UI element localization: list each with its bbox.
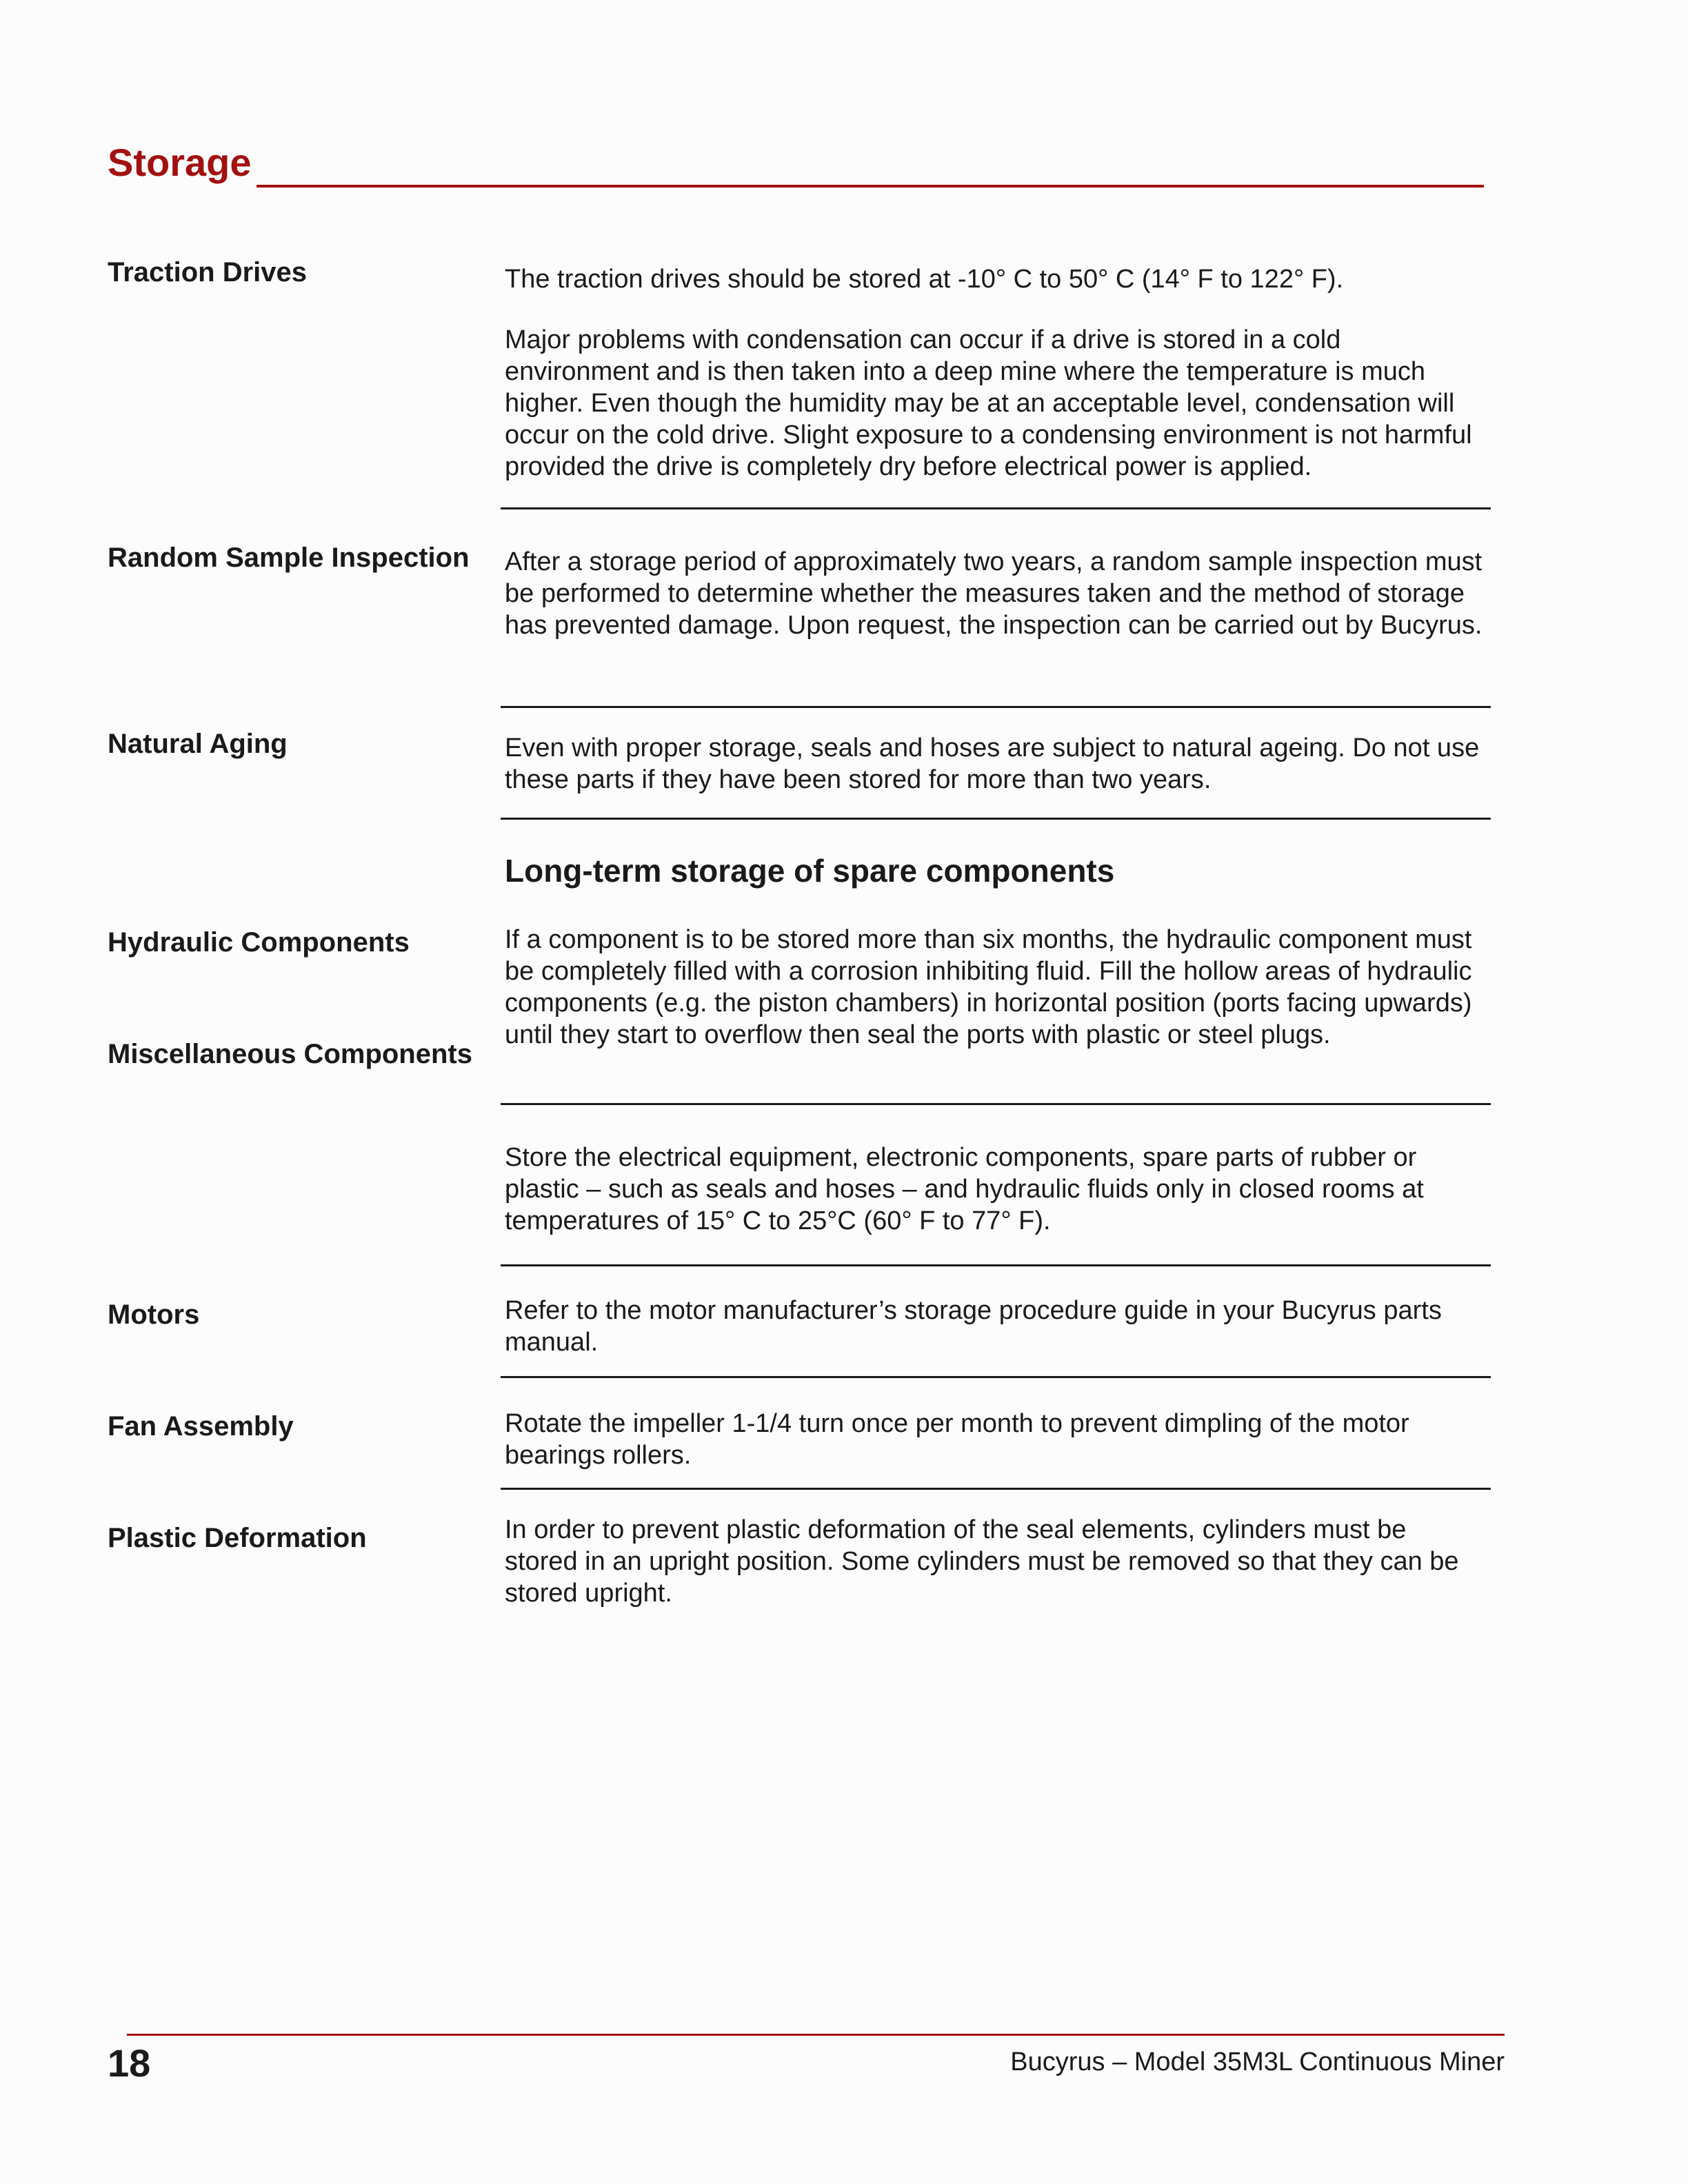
miscellaneous-components-label: Miscellaneous Components: [108, 1039, 472, 1069]
title-underline: [257, 185, 1484, 188]
page-title: Storage: [108, 141, 252, 184]
divider: [501, 1264, 1491, 1266]
divider: [501, 1488, 1491, 1490]
divider: [501, 818, 1491, 820]
traction-drives-label: Traction Drives: [108, 257, 308, 287]
hydraulic-components-text: If a component is to be stored more than six months, the hydraulic component must be completely filled with a corrosion inhibiting fluid. Fill the hollow areas of hydraulic components (e.g. the piston chambers) in horizontal position (ports facing upwards) until they start to overflow then seal the ports with plastic or steel plugs.: [505, 925, 1472, 1049]
random-sample-label: Random Sample Inspection: [108, 543, 470, 573]
divider: [501, 1103, 1491, 1105]
motors-label: Motors: [108, 1300, 200, 1330]
motors-text: Refer to the motor manufacturer’s storage procedure guide in your Bucyrus parts manual.: [505, 1296, 1442, 1357]
divider: [501, 706, 1491, 708]
natural-aging-label: Natural Aging: [108, 729, 288, 759]
plastic-deformation-label: Plastic Deformation: [108, 1523, 367, 1553]
fan-assembly-label: Fan Assembly: [108, 1411, 294, 1442]
footer-doc-title: Bucyrus – Model 35M3L Continuous Miner: [1010, 2048, 1505, 2076]
long-term-storage-heading: Long-term storage of spare components: [505, 853, 1115, 889]
divider: [501, 507, 1491, 509]
traction-drives-temp-text: The traction drives should be stored at -10° C to 50° C (14° F to 122° F).: [505, 265, 1344, 294]
hydraulic-components-label: Hydraulic Components: [108, 927, 410, 958]
natural-aging-text: Even with proper storage, seals and hoses are subject to natural ageing. Do not use these parts if they have been stored for more than two years.: [505, 734, 1480, 794]
footer-divider: [127, 2034, 1505, 2036]
page-number: 18: [108, 2041, 151, 2085]
traction-drives-condensation-text: Major problems with condensation can occur if a drive is stored in a cold environment and is then taken into a deep mine where the temperature is much higher. Even though the humidity may be at an acceptable level, condensation will occur on the cold drive. Slight exposure to a condensing environment is not harmful provided the drive is completely dry before electrical power is applied.: [505, 325, 1472, 481]
divider: [501, 1376, 1491, 1378]
random-sample-text: After a storage period of approximately two years, a random sample inspection must be performed to determine whether the measures taken and the method of storage has prevented damage. Upon request, the inspection can be carried out by Bucyrus.: [505, 547, 1483, 640]
plastic-deformation-text: In order to prevent plastic deformation of the seal elements, cylinders must be stored in an upright position. Some cylinders must be removed so that they can be stored upright.: [505, 1515, 1459, 1608]
fan-assembly-text: Rotate the impeller 1-1/4 turn once per month to prevent dimpling of the motor bearings rollers.: [505, 1409, 1409, 1470]
miscellaneous-components-text: Store the electrical equipment, electronic components, spare parts of rubber or plastic – such as seals and hoses – and hydraulic fluids only in closed rooms at temperatures of 15° C to 25°C (60° F to 77° F).: [505, 1143, 1424, 1235]
